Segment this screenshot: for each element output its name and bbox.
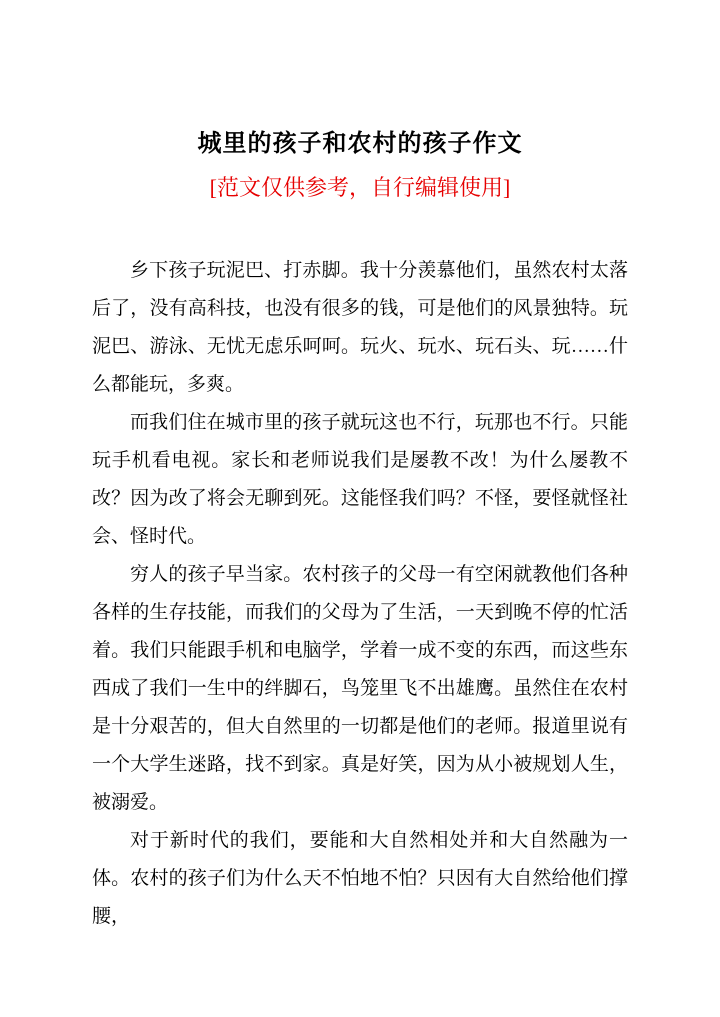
paragraph: 而我们住在城市里的孩子就玩这也不行，玩那也不行。只能玩手机看电视。家长和老师说我们是屡教不改！为什么屡教不改？因为改了将会无聊到死。这能怪我们吗？不怪，要怪就怪社会、怪时代。 — [92, 412, 628, 548]
paragraph: 乡下孩子玩泥巴、打赤脚。我十分羡慕他们，虽然农村太落后了，没有高科技，也没有很多的钱，可是他们的风景独特。玩泥巴、游泳、无忧无虑乐呵呵。玩火、玩水、玩石头、玩……什么都能玩，多爽。 — [92, 260, 628, 396]
paragraph: 对于新时代的我们，要能和大自然相处并和大自然融为一体。农村的孩子们为什么天不怕地不怕？只因有大自然给他们撑腰， — [92, 830, 628, 928]
document-title: 城里的孩子和农村的孩子作文 — [197, 131, 523, 157]
document-body — [92, 252, 628, 936]
paragraph: 穷人的孩子早当家。农村孩子的父母一有空闲就教他们各种各样的生存技能，而我们的父母为了生活，一天到晚不停的忙活着。我们只能跟手机和电脑学，学着一成不变的东西，而这些东西成了我们一生中的绊脚石，鸟笼里飞不出雄鹰。虽然住在农村是十分艰苦的，但大自然里的一切都是他们的老师。报道里说有一个大学生迷路，找不到家。真是好笑，因为从小被规划人生，被溺爱。 — [92, 564, 628, 814]
document-subtitle: [范文仅供参考，自行编辑使用] — [209, 174, 511, 200]
